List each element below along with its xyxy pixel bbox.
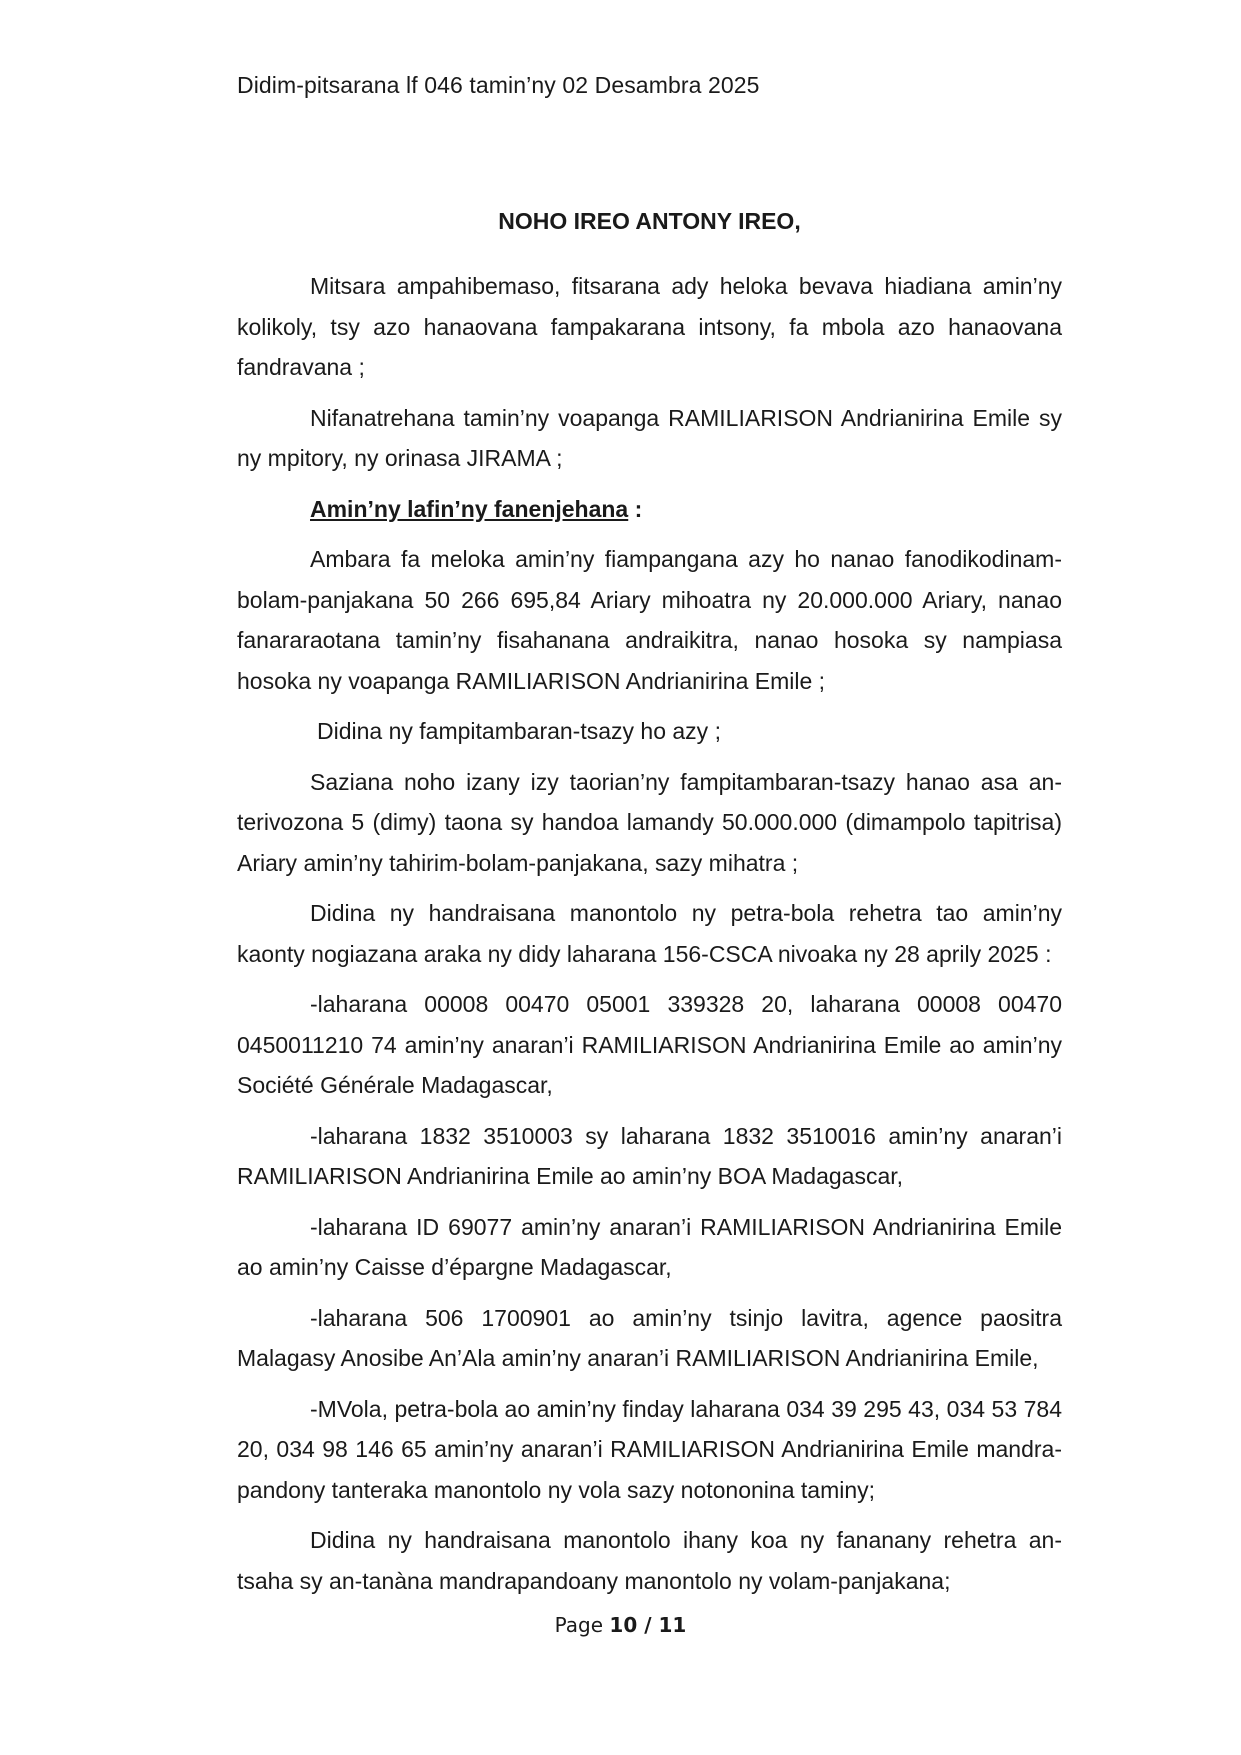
paragraph-account-paositra: -laharana 506 1700901 ao amin’ny tsinjo lavitra, agence paositra Malagasy Anosibe An’Ala amin’ny anaran’i RAMILIARISON Andrianirina Emile, — [237, 1304, 1062, 1371]
paragraph-parties: Nifanatrehana tamin’ny voapanga RAMILIARISON Andrianirina Emile sy ny mpitory, ny orinasa JIRAMA ; — [237, 404, 1062, 471]
section-heading: NOHO IREO ANTONY IREO, — [498, 208, 801, 234]
page-prefix: Page — [554, 1613, 610, 1637]
document-body — [237, 266, 1062, 1611]
paragraph-confiscation: Didina ny handraisana manontolo ny petra-bola rehetra tao amin’ny kaonty nogiazana araka ny didy laharana 156-CSCA nivoaka ny 28 aprily 2025 : — [237, 900, 1062, 967]
paragraph-property-seizure: Didina ny handraisana manontolo ihany koa ny fananany rehetra an-tsaha sy an-tanàna mandrapandoany manontolo ny volam-panjakana; — [237, 1527, 1062, 1594]
paragraph-account-caisse: -laharana ID 69077 amin’ny anaran’i RAMILIARISON Andrianirina Emile ao amin’ny Caisse d’épargne Madagascar, — [237, 1213, 1062, 1280]
paragraph-guilty: Ambara fa meloka amin’ny fiampangana azy ho nanao fanodikodinam-bolam-panjakana 50 266 695,84 Ariary mihoatra ny 20.000.000 Ariary, nanao fanararaotana tamin’ny fisahanana andraikitra, nanao hosoka sy nampiasa hosoka ny voapanga RAMILIARISON Andrianirina Emile ; — [237, 546, 1062, 694]
subheading-colon: : — [628, 495, 643, 522]
subheading-prosecution — [237, 489, 1062, 530]
page-current: 10 — [609, 1613, 638, 1637]
paragraph-verdict-intro: Mitsara ampahibemaso, fitsarana ady heloka bevava hiadiana amin’ny kolikoly, tsy azo hanaovana fampakarana intsony, fa mbola azo hanaovana fandravana ; — [237, 273, 1062, 380]
page-total: 11 — [658, 1613, 687, 1637]
page-separator: / — [637, 1613, 659, 1637]
paragraph-account-mvola: -MVola, petra-bola ao amin’ny finday laharana 034 39 295 43, 034 53 784 20, 034 98 146 65 amin’ny anaran’i RAMILIARISON Andrianirina Emile mandra-pandony tanteraka manontolo ny vola sazy notononina taminy; — [237, 1395, 1062, 1503]
paragraph-account-boa: -laharana 1832 3510003 sy laharana 1832 3510016 amin’ny anaran’i RAMILIARISON Andrianirina Emile ao amin’ny BOA Madagascar, — [237, 1122, 1062, 1189]
page-number — [0, 1613, 1241, 1637]
paragraph-sentence: Saziana noho izany izy taorian’ny fampitambaran-tsazy hanao asa an-terivozona 5 (dimy) taona sy handoa lamandy 50.000.000 (dimampolo tapitrisa) Ariary amin’ny tahirim-bolam-panjakana, sazy mihatra ; — [237, 768, 1062, 876]
paragraph-account-sgm: -laharana 00008 00470 05001 339328 20, laharana 00008 00470 0450011210 74 amin’ny anaran’i RAMILIARISON Andrianirina Emile ao amin’ny Société Générale Madagascar, — [237, 991, 1062, 1098]
paragraph-sentence-merge: Didina ny fampitambaran-tsazy ho azy ; — [317, 718, 721, 744]
document-header: Didim-pitsarana lf 046 tamin’ny 02 Desambra 2025 — [237, 72, 760, 98]
subheading-label: Amin’ny lafin’ny fanenjehana — [310, 495, 629, 522]
